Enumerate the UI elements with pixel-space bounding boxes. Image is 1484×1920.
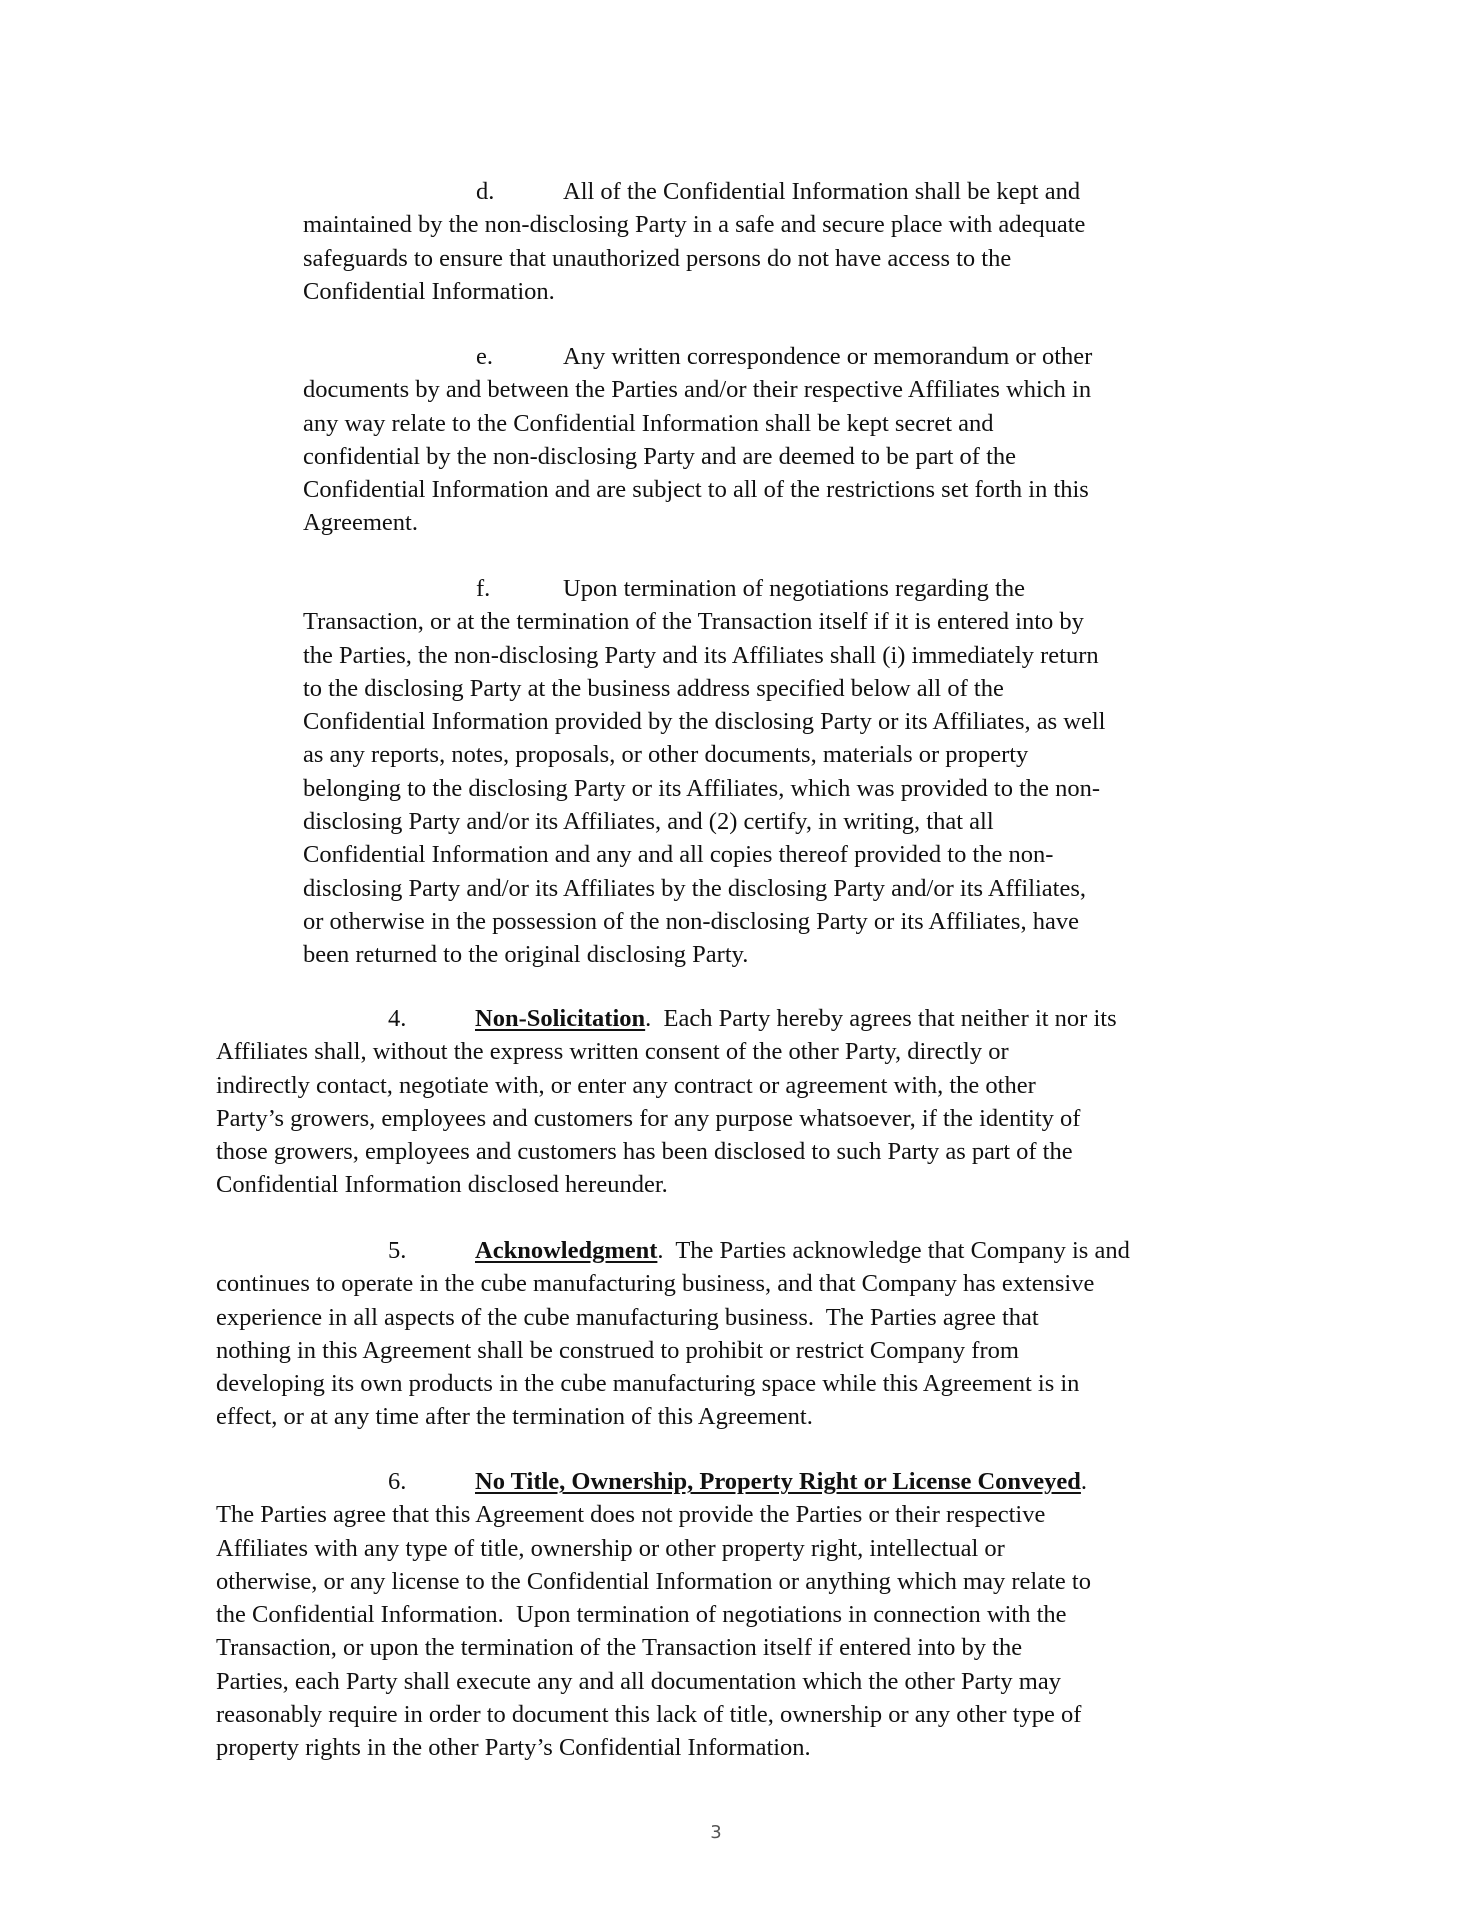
clause-line: to the disclosing Party at the business address specified below all of the [303, 674, 1004, 702]
clause-first-text: All of the Confidential Information shall be kept and [563, 178, 1081, 205]
section-line: property rights in the other Party’s Confidential Information. [216, 1734, 811, 1762]
clause-first-line [303, 572, 1105, 605]
clause-line: confidential by the non-disclosing Party and are deemed to be part of the [303, 442, 1017, 470]
clause-first-text: Upon termination of negotiations regarding the [563, 575, 1025, 602]
clause-line: maintained by the non-disclosing Party in a safe and secure place with adequate [303, 211, 1086, 239]
clause-line: disclosing Party and/or its Affiliates, and (2) certify, in writing, that all [303, 808, 994, 836]
section-6-no-title [216, 1465, 1091, 1765]
section-line: effect, or at any time after the termination of this Agreement. [216, 1403, 813, 1431]
section-line: Confidential Information disclosed hereunder. [216, 1171, 668, 1199]
clause-label: e. [476, 343, 493, 370]
clause-line: disclosing Party and/or its Affiliates by the disclosing Party and/or its Affiliates, [303, 874, 1087, 902]
section-line: Affiliates shall, without the express written consent of the other Party, directly or [216, 1038, 1009, 1066]
clause-line: as any reports, notes, proposals, or other documents, materials or property [303, 741, 1029, 769]
section-heading-suffix: . [1080, 1468, 1088, 1495]
section-first-line [216, 1002, 1117, 1035]
clause-line: Agreement. [303, 509, 418, 537]
clause-first-text: Any written correspondence or memorandum or other [563, 343, 1093, 370]
section-line: Parties, each Party shall execute any and all documentation which the other Party may [216, 1667, 1061, 1695]
section-first-line [216, 1234, 1130, 1267]
clause-line: or otherwise in the possession of the non-disclosing Party or its Affiliates, have [303, 907, 1079, 935]
clause-line: belonging to the disclosing Party or its Affiliates, which was provided to the non- [303, 774, 1101, 802]
clause-label: d. [476, 178, 495, 205]
section-line: reasonably require in order to document this lack of title, ownership or any other type of [216, 1701, 1082, 1729]
section-heading-suffix: . Each Party hereby agrees that neither it nor its [645, 1005, 1117, 1032]
section-first-line [216, 1465, 1091, 1498]
section-first-text [475, 1234, 1130, 1267]
section-line: those growers, employees and customers has been disclosed to such Party as part of the [216, 1138, 1073, 1166]
section-heading: No Title, Ownership, Property Right or License Conveyed [475, 1468, 1081, 1495]
clause-line: Confidential Information provided by the disclosing Party or its Affiliates, as well [303, 708, 1106, 736]
section-line: The Parties agree that this Agreement does not provide the Parties or their respective [216, 1501, 1046, 1529]
section-line: Party’s growers, employees and customers for any purpose whatsoever, if the identity of [216, 1104, 1081, 1132]
section-line: Affiliates with any type of title, ownership or other property right, intellectual or [216, 1534, 1005, 1562]
section-4-non-solicitation [216, 1002, 1117, 1202]
page-number: 3 [710, 1822, 722, 1843]
section-heading-suffix: . The Parties acknowledge that Company is and [657, 1237, 1130, 1264]
section-heading: Non-Solicitation [475, 1005, 646, 1032]
section-line: experience in all aspects of the cube manufacturing business. The Parties agree that [216, 1303, 1039, 1331]
section-first-text [475, 1465, 1087, 1498]
section-line: otherwise, or any license to the Confidential Information or anything which may relate to [216, 1567, 1091, 1595]
clause-line: documents by and between the Parties and/or their respective Affiliates which in [303, 376, 1092, 404]
section-number: 4. [388, 1005, 407, 1032]
clause-line: any way relate to the Confidential Information shall be kept secret and [303, 409, 994, 437]
clause-label: f. [476, 575, 491, 602]
clause-line: safeguards to ensure that unauthorized persons do not have access to the [303, 244, 1012, 272]
section-line: indirectly contact, negotiate with, or enter any contract or agreement with, the other [216, 1071, 1036, 1099]
clause-line: Transaction, or at the termination of the Transaction itself if it is entered into by [303, 608, 1084, 636]
clause-line: the Parties, the non-disclosing Party and its Affiliates shall (i) immediately return [303, 641, 1099, 669]
section-number: 5. [388, 1237, 407, 1264]
clause-3d [303, 175, 1085, 308]
section-line: Transaction, or upon the termination of the Transaction itself if entered into by the [216, 1634, 1023, 1662]
clause-line: Confidential Information and any and all copies thereof provided to the non- [303, 841, 1054, 869]
clause-line: Confidential Information. [303, 277, 555, 305]
section-5-acknowledgment [216, 1234, 1130, 1434]
section-first-text [475, 1002, 1117, 1035]
clause-line: been returned to the original disclosing Party. [303, 941, 749, 969]
section-line: the Confidential Information. Upon termination of negotiations in connection with the [216, 1601, 1067, 1629]
clause-3e [303, 340, 1091, 540]
section-line: developing its own products in the cube manufacturing space while this Agreement is in [216, 1370, 1080, 1398]
clause-first-line [303, 175, 1085, 208]
section-heading: Acknowledgment [475, 1237, 658, 1264]
section-line: continues to operate in the cube manufacturing business, and that Company has extensive [216, 1270, 1095, 1298]
clause-3f [303, 572, 1105, 972]
clause-line: Confidential Information and are subject to all of the restrictions set forth in this [303, 476, 1089, 504]
section-number: 6. [388, 1468, 407, 1495]
clause-first-line [303, 340, 1091, 373]
section-line: nothing in this Agreement shall be construed to prohibit or restrict Company from [216, 1336, 1019, 1364]
